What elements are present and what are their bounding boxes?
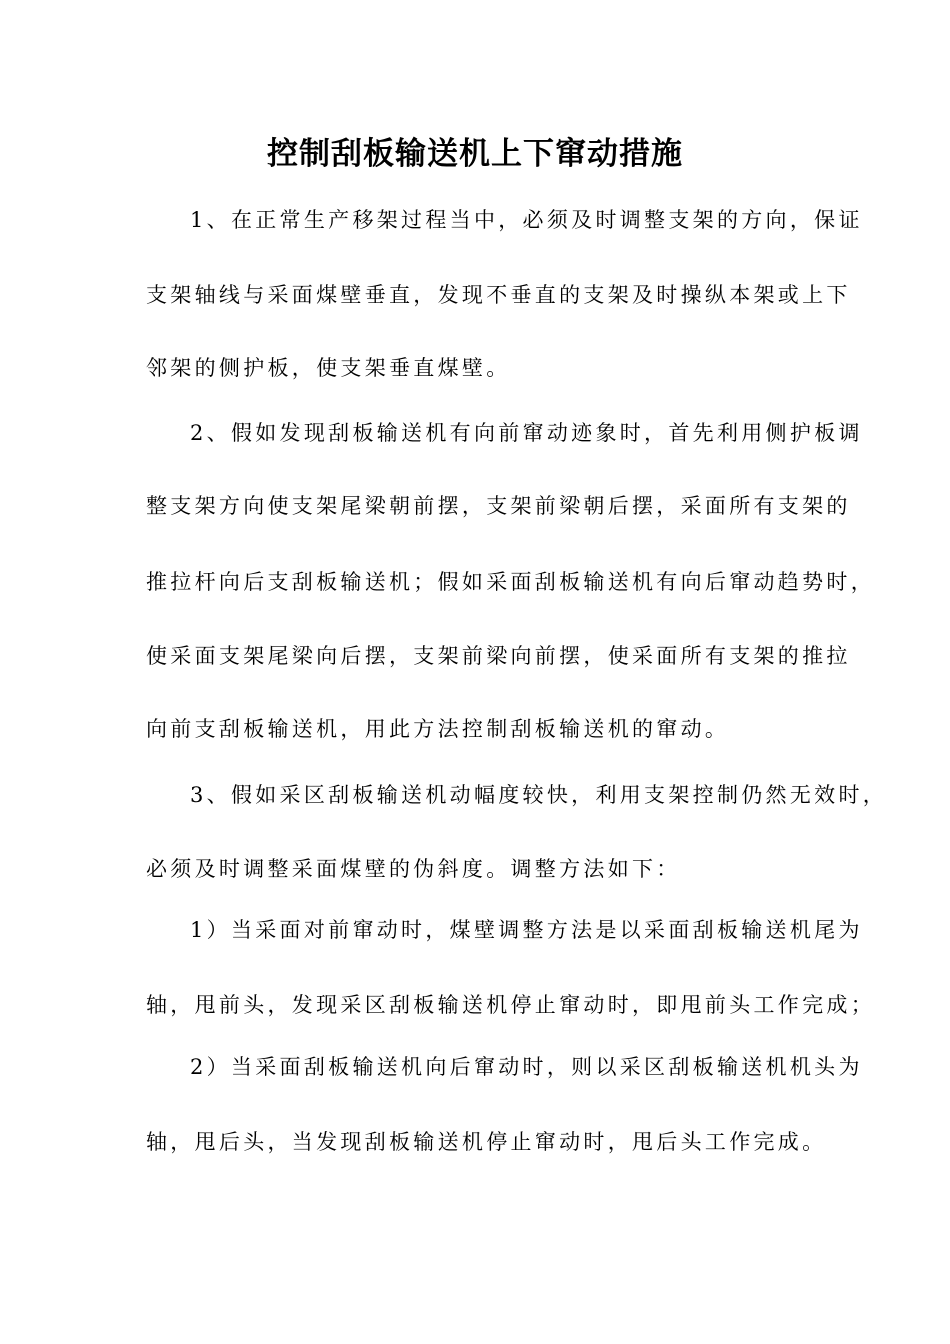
paragraph-2-line-5: 向前支刮板输送机，用此方法控制刮板输送机的窜动。	[146, 717, 730, 741]
paragraph-1-line-1: 1、在正常生产移架过程当中，必须及时调整支架的方向，保证	[190, 208, 863, 232]
paragraph-2-line-1: 2、假如发现刮板输送机有向前窜动迹象时，首先利用侧护板调	[190, 421, 863, 445]
paragraph-5-line-2: 轴，甩后头，当发现刮板输送机停止窜动时，甩后头工作完成。	[146, 1130, 827, 1154]
paragraph-3-line-2: 必须及时调整采面煤壁的伪斜度。调整方法如下：	[146, 857, 681, 881]
paragraph-5-line-1: 2）当采面刮板输送机向后窜动时，则以采区刮板输送机机头为	[190, 1055, 863, 1079]
paragraph-4-line-2: 轴，甩前头，发现采区刮板输送机停止窜动时，即甩前头工作完成；	[146, 993, 875, 1017]
paragraph-2-line-3: 推拉杆向后支刮板输送机；假如采面刮板输送机有向后窜动趋势时，	[146, 570, 875, 594]
paragraph-1-line-2: 支架轴线与采面煤壁垂直，发现不垂直的支架及时操纵本架或上下	[146, 283, 851, 307]
paragraph-2-line-2: 整支架方向使支架尾梁朝前摆，支架前梁朝后摆，采面所有支架的	[146, 494, 851, 518]
paragraph-4-line-1: 1）当采面对前窜动时，煤壁调整方法是以采面刮板输送机尾为	[190, 918, 863, 942]
paragraph-1-line-3: 邻架的侧护板，使支架垂直煤壁。	[146, 356, 511, 380]
document-title: 控制刮板输送机上下窜动措施	[267, 136, 683, 172]
paragraph-2-line-4: 使采面支架尾梁向后摆，支架前梁向前摆，使采面所有支架的推拉	[146, 644, 851, 668]
paragraph-3-line-1: 3、假如采区刮板输送机动幅度较快，利用支架控制仍然无效时，	[190, 783, 888, 807]
